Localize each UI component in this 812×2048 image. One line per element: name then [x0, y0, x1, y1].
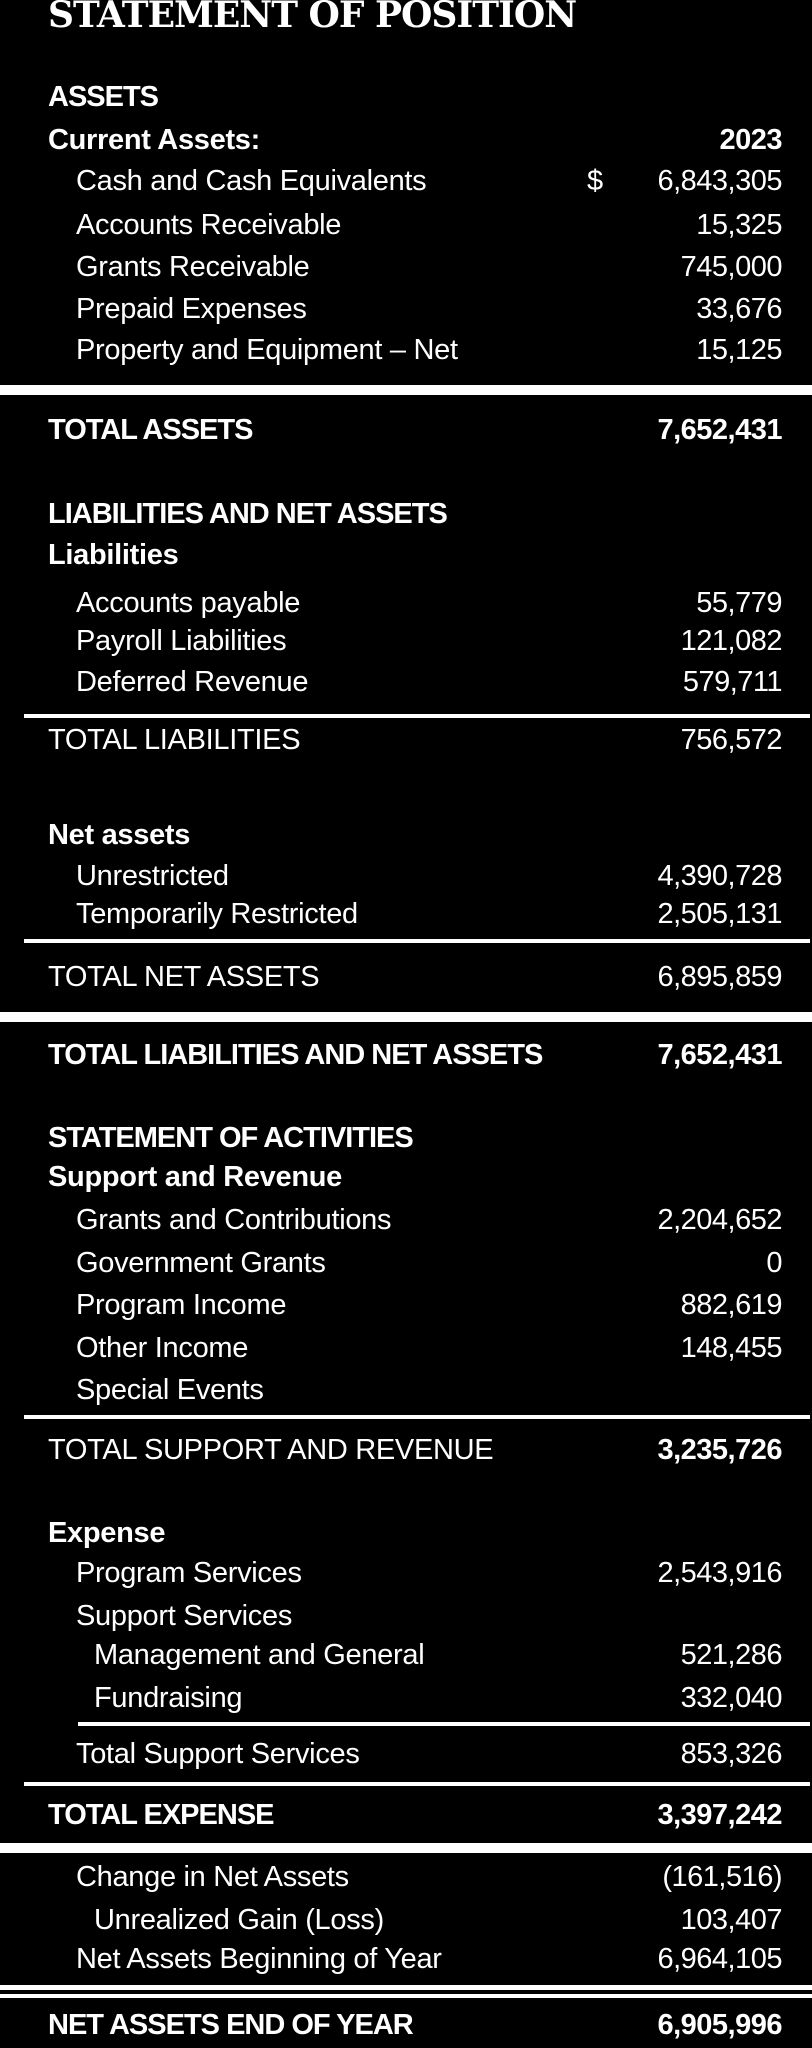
row-total-liabilities-and-net-assets	[0, 1034, 812, 1076]
section-label: ASSETS	[48, 80, 159, 113]
row-value: 882,619	[680, 1288, 782, 1321]
row-unrealized-gain-loss	[0, 1899, 812, 1941]
row-unrestricted	[0, 855, 812, 897]
row-value: 103,407	[680, 1903, 782, 1936]
row-label: Management and General	[94, 1638, 425, 1671]
current-assets-header-row	[0, 119, 812, 161]
subheader-label: Support and Revenue	[48, 1160, 342, 1193]
row-cash-and-cash-equivalents	[0, 160, 812, 202]
net-assets-subheader	[0, 814, 812, 856]
row-value: 6,843,305	[657, 164, 782, 197]
dollar-sign: $	[587, 164, 604, 197]
row-label: Grants Receivable	[76, 250, 310, 283]
row-property-and-equipment-net	[0, 329, 812, 371]
row-program-services	[0, 1552, 812, 1594]
row-label: Payroll Liabilities	[76, 624, 287, 657]
total-value: 3,397,242	[657, 1798, 782, 1831]
row-payroll-liabilities	[0, 620, 812, 662]
row-value: 121,082	[680, 624, 782, 657]
row-label: Deferred Revenue	[76, 665, 309, 698]
total-label: TOTAL EXPENSE	[48, 1798, 274, 1831]
thin-rule-above-total-expense	[24, 1782, 810, 1786]
thin-rule-above-total-support-services	[78, 1722, 810, 1726]
row-total-liabilities	[0, 719, 812, 761]
row-value: 33,676	[696, 292, 782, 325]
row-deferred-revenue	[0, 661, 812, 703]
row-label: Unrealized Gain (Loss)	[94, 1903, 384, 1936]
thin-rule-above-total-net-assets	[24, 939, 810, 943]
row-grants-and-contributions	[0, 1199, 812, 1241]
row-label: Property and Equipment – Net	[76, 333, 458, 366]
row-label: Government Grants	[76, 1246, 326, 1279]
row-value: 853,326	[680, 1737, 782, 1770]
row-value: 745,000	[680, 250, 782, 283]
row-label: Temporarily Restricted	[76, 897, 358, 930]
year-column-header: 2023	[719, 123, 782, 156]
row-value: 15,125	[696, 333, 782, 366]
row-change-in-net-assets	[0, 1856, 812, 1898]
row-value: 55,779	[696, 586, 782, 619]
row-program-income	[0, 1284, 812, 1326]
row-special-events	[0, 1369, 812, 1411]
row-value: 148,455	[680, 1331, 782, 1364]
liabilities-and-net-assets-section-header	[0, 493, 812, 535]
row-total-expense	[0, 1794, 812, 1836]
total-value: 756,572	[680, 723, 782, 756]
row-label: Program Services	[76, 1556, 302, 1589]
row-label: Accounts Receivable	[76, 208, 342, 241]
row-value: 2,543,916	[657, 1556, 782, 1589]
row-support-services	[0, 1595, 812, 1637]
expense-subheader	[0, 1512, 812, 1554]
row-label: Total Support Services	[76, 1737, 360, 1770]
total-value: 3,235,726	[657, 1433, 782, 1466]
row-label: Special Events	[76, 1373, 264, 1406]
thick-rule-above-total-assets	[0, 385, 812, 395]
row-label: Fundraising	[94, 1681, 243, 1714]
row-value: (161,516)	[662, 1860, 782, 1893]
row-prepaid-expenses	[0, 288, 812, 330]
row-value: 332,040	[680, 1681, 782, 1714]
thin-rule-above-total-support-and-revenue	[24, 1415, 810, 1419]
total-label: NET ASSETS END OF YEAR	[48, 2008, 413, 2041]
row-accounts-receivable	[0, 204, 812, 246]
total-label: TOTAL LIABILITIES	[48, 723, 301, 756]
row-value: 6,964,105	[657, 1942, 782, 1975]
statement-of-position-title: STATEMENT OF POSITION	[48, 0, 577, 36]
row-label: Net Assets Beginning of Year	[76, 1942, 442, 1975]
subheader-label: Liabilities	[48, 538, 179, 571]
statement-of-activities-title	[0, 1117, 812, 1159]
row-label: Cash and Cash Equivalents	[76, 164, 427, 197]
total-value: 6,905,996	[657, 2008, 782, 2041]
row-fundraising	[0, 1677, 812, 1719]
row-label: Accounts payable	[76, 586, 301, 619]
double-rule-top-line	[0, 1985, 812, 1990]
row-government-grants	[0, 1242, 812, 1284]
row-value: 15,325	[696, 208, 782, 241]
row-total-support-services	[0, 1733, 812, 1775]
total-label: TOTAL LIABILITIES AND NET ASSETS	[48, 1038, 543, 1071]
row-label: Support Services	[76, 1599, 293, 1632]
row-management-and-general	[0, 1634, 812, 1676]
row-grants-receivable	[0, 246, 812, 288]
row-total-assets	[0, 409, 812, 451]
row-net-assets-end-of-year	[0, 2004, 812, 2046]
total-label: TOTAL ASSETS	[48, 413, 253, 446]
total-value: 7,652,431	[657, 1038, 782, 1071]
section-label: LIABILITIES AND NET ASSETS	[48, 497, 447, 530]
section-title: STATEMENT OF ACTIVITIES	[48, 1121, 413, 1154]
subheader-label: Net assets	[48, 818, 191, 851]
current-assets-label: Current Assets:	[48, 123, 260, 156]
row-label: Grants and Contributions	[76, 1203, 392, 1236]
total-value: 7,652,431	[657, 413, 782, 446]
total-value: 6,895,859	[657, 960, 782, 993]
support-and-revenue-subheader	[0, 1156, 812, 1198]
row-value: 0	[766, 1246, 782, 1279]
row-label: Unrestricted	[76, 859, 229, 892]
subheader-label: Expense	[48, 1516, 166, 1549]
row-label: Other Income	[76, 1331, 249, 1364]
row-accounts-payable	[0, 582, 812, 624]
row-value: 2,204,652	[657, 1203, 782, 1236]
total-label: TOTAL SUPPORT AND REVENUE	[48, 1433, 494, 1466]
thin-rule-above-total-liabilities	[24, 714, 810, 718]
row-value: 2,505,131	[657, 897, 782, 930]
thick-rule-above-total-liabilities-and-net-assets	[0, 1012, 812, 1022]
row-value: 4,390,728	[657, 859, 782, 892]
row-label: Prepaid Expenses	[76, 292, 307, 325]
row-label: Change in Net Assets	[76, 1860, 349, 1893]
row-net-assets-beginning-of-year	[0, 1938, 812, 1980]
assets-section-header	[0, 76, 812, 118]
row-total-net-assets	[0, 956, 812, 998]
thick-rule-above-change-in-net-assets	[0, 1843, 812, 1853]
row-value: 579,711	[682, 665, 782, 698]
liabilities-subheader	[0, 534, 812, 576]
double-rule-bottom-line	[0, 1994, 812, 1998]
row-temporarily-restricted	[0, 893, 812, 935]
row-other-income	[0, 1327, 812, 1369]
total-label: TOTAL NET ASSETS	[48, 960, 320, 993]
row-total-support-and-revenue	[0, 1429, 812, 1471]
row-value: 521,286	[680, 1638, 782, 1671]
row-label: Program Income	[76, 1288, 287, 1321]
